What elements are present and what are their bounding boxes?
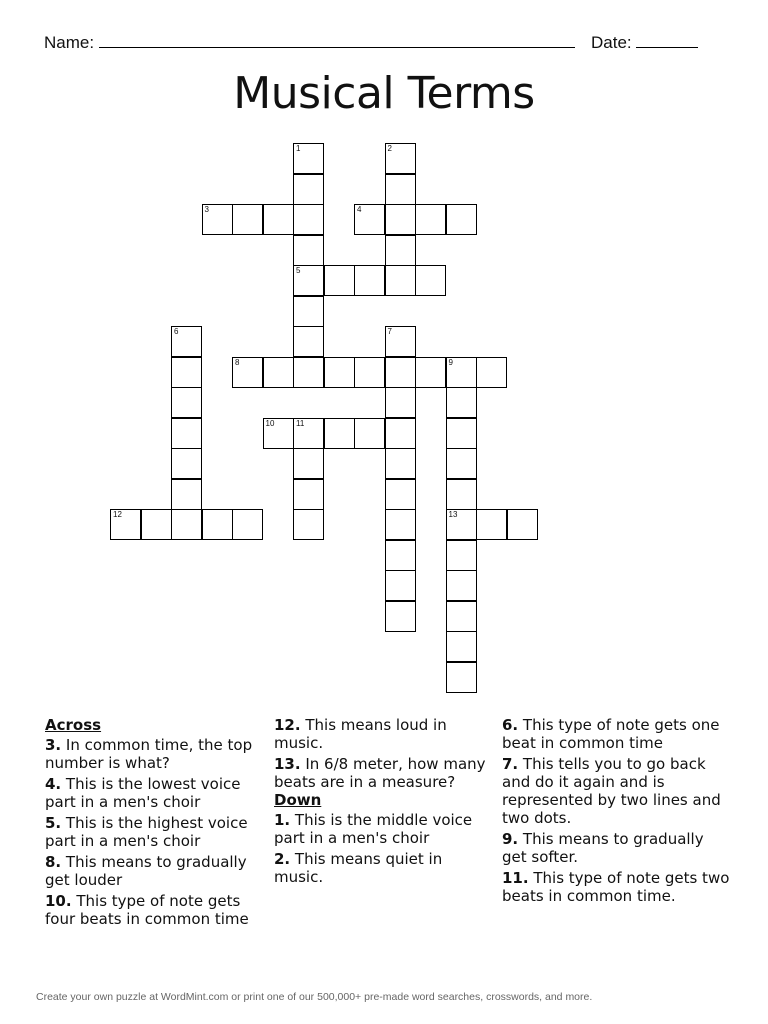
crossword-cell[interactable] — [385, 601, 416, 632]
crossword-cell[interactable] — [354, 204, 385, 235]
crossword-cell[interactable] — [446, 570, 477, 601]
name-label: Name: — [44, 33, 95, 52]
crossword-cell[interactable] — [385, 174, 416, 205]
page-title: Musical Terms — [233, 68, 535, 119]
clue-across-8: 8. This means to gradually get louder — [45, 853, 247, 889]
crossword-cell[interactable] — [385, 143, 416, 174]
crossword-cell[interactable] — [232, 204, 263, 235]
clue-number: 9 — [448, 357, 453, 367]
crossword-cell[interactable] — [446, 479, 477, 510]
crossword-cell[interactable] — [354, 418, 385, 449]
crossword-cell[interactable] — [293, 143, 324, 174]
crossword-cell[interactable] — [385, 235, 416, 266]
crossword-cell[interactable] — [263, 418, 294, 449]
crossword-cell[interactable] — [507, 509, 538, 540]
clue-column-2 — [274, 716, 496, 889]
crossword-cell[interactable] — [354, 265, 385, 296]
crossword-cell[interactable] — [385, 570, 416, 601]
crossword-cell[interactable] — [293, 174, 324, 205]
crossword-cell[interactable] — [232, 357, 263, 388]
crossword-cell[interactable] — [202, 509, 233, 540]
crossword-cell[interactable] — [415, 204, 446, 235]
crossword-cell[interactable] — [385, 479, 416, 510]
crossword-cell[interactable] — [385, 265, 416, 296]
crossword-cell[interactable] — [171, 479, 202, 510]
clue-across-12: 12. This means loud in music. — [274, 716, 447, 752]
crossword-cell[interactable] — [385, 326, 416, 357]
crossword-cell[interactable] — [446, 662, 477, 693]
clue-across-3: 3. In common time, the top number is what? — [45, 736, 253, 772]
down-heading: Down — [274, 791, 322, 809]
crossword-cell[interactable] — [293, 235, 324, 266]
clue-down-9: 9. This means to gradually get softer. — [502, 830, 704, 866]
crossword-cell[interactable] — [171, 448, 202, 479]
clue-number: 4 — [357, 205, 362, 214]
crossword-cell[interactable] — [171, 418, 202, 449]
crossword-cell[interactable] — [293, 418, 324, 449]
crossword-cell[interactable] — [293, 479, 324, 510]
clue-across-13: 13. In 6/8 meter, how many beats are in a measure? — [274, 755, 486, 791]
clue-number: 13 — [448, 510, 458, 519]
crossword-cell[interactable] — [293, 448, 324, 479]
crossword-cell[interactable] — [385, 418, 416, 449]
clue-across-10: 10. This type of note gets four beats in common time — [45, 892, 249, 928]
crossword-cell[interactable] — [446, 418, 477, 449]
crossword-cell[interactable] — [385, 448, 416, 479]
footer-text: Create your own puzzle at WordMint.com or print one of our 500,000+ pre-made word searches, crosswords, and more. — [36, 991, 593, 1003]
crossword-cell[interactable] — [324, 265, 355, 296]
crossword-cell[interactable] — [232, 509, 263, 540]
crossword-cell[interactable] — [446, 387, 477, 418]
crossword-cell[interactable] — [171, 357, 202, 388]
crossword-cell[interactable] — [385, 509, 416, 540]
crossword-cell[interactable] — [446, 448, 477, 479]
clue-number: 3 — [204, 205, 209, 214]
crossword-cell[interactable] — [415, 357, 446, 388]
clue-down-1: 1. This is the middle voice part in a men's choir — [274, 811, 473, 847]
crossword-cell[interactable] — [171, 326, 202, 357]
clue-number: 10 — [265, 418, 275, 428]
crossword-cell[interactable] — [293, 326, 324, 357]
crossword-cell[interactable] — [293, 357, 324, 388]
clue-down-6: 6. This type of note gets one beat in common time — [502, 716, 720, 752]
crossword-cell[interactable] — [263, 204, 294, 235]
crossword-cell[interactable] — [293, 296, 324, 327]
clue-across-4: 4. This is the lowest voice part in a men's choir — [45, 775, 241, 811]
crossword-cell[interactable] — [446, 601, 477, 632]
crossword-cell[interactable] — [476, 509, 507, 540]
crossword-cell[interactable] — [446, 540, 477, 571]
clue-number: 12 — [113, 510, 122, 519]
clue-number: 11 — [296, 418, 305, 428]
clue-down-2: 2. This means quiet in music. — [274, 850, 443, 886]
crossword-cell[interactable] — [446, 509, 477, 540]
clue-across-5: 5. This is the highest voice part in a men's choir — [45, 814, 248, 850]
crossword-cell[interactable] — [324, 418, 355, 449]
clue-number: 5 — [296, 266, 301, 275]
crossword-cell[interactable] — [476, 357, 507, 388]
clue-number: 6 — [174, 327, 179, 336]
crossword-cell[interactable] — [171, 387, 202, 418]
date-label: Date: — [591, 33, 632, 52]
crossword-cell[interactable] — [293, 509, 324, 540]
crossword-cell[interactable] — [110, 509, 141, 540]
crossword-cell[interactable] — [171, 509, 202, 540]
crossword-cell[interactable] — [202, 204, 233, 235]
crossword-cell[interactable] — [385, 387, 416, 418]
down-column-3 — [502, 716, 730, 908]
crossword-cell[interactable] — [415, 265, 446, 296]
crossword-cell[interactable] — [324, 357, 355, 388]
crossword-cell[interactable] — [354, 357, 385, 388]
crossword-cell[interactable] — [141, 509, 172, 540]
clue-number: 1 — [296, 144, 301, 153]
crossword-cell[interactable] — [446, 631, 477, 662]
crossword-cell[interactable] — [385, 357, 416, 388]
crossword-cell[interactable] — [293, 204, 324, 235]
clue-number: 7 — [387, 327, 392, 336]
clue-down-11: 11. This type of note gets two beats in common time. — [502, 869, 730, 905]
crossword-cell[interactable] — [263, 357, 294, 388]
across-heading: Across — [45, 716, 102, 734]
crossword-cell[interactable] — [446, 204, 477, 235]
across-column-1 — [45, 716, 267, 931]
crossword-cell[interactable] — [446, 357, 477, 388]
crossword-cell[interactable] — [385, 204, 416, 235]
clue-number: 2 — [387, 144, 392, 153]
crossword-cell[interactable] — [293, 265, 324, 296]
clue-number: 8 — [235, 357, 240, 367]
clue-down-7: 7. This tells you to go back and do it again and is represented by two lines and two dots. — [502, 755, 721, 827]
crossword-cell[interactable] — [385, 540, 416, 571]
